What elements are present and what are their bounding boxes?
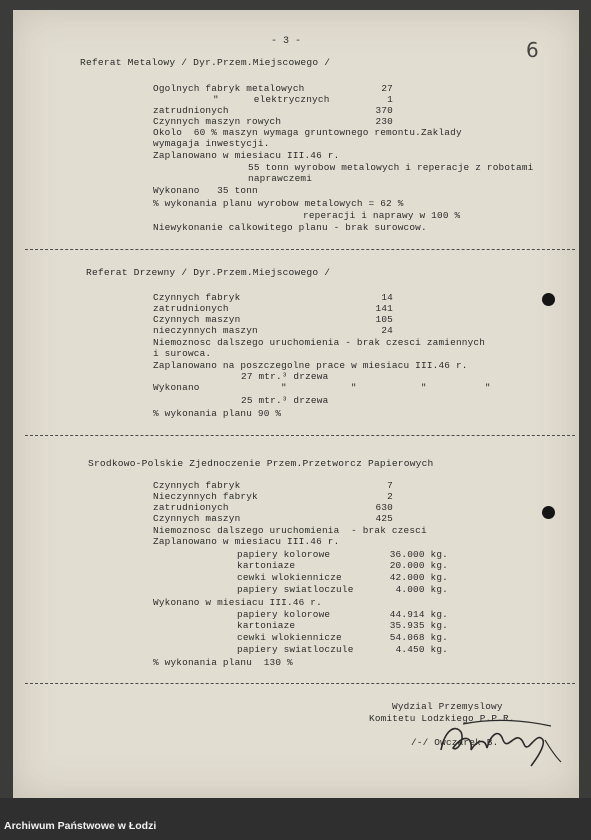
plan-item-value: 42.000 kg. xyxy=(389,572,448,583)
text-line: % wykonania planu wyrobow metalowych = 62 % xyxy=(153,198,404,209)
text-line: Niemoznosc dalszego uruchomienia - brak czesci xyxy=(153,525,427,536)
text-line: Niemoznosc dalszego uruchomienia - brak czesci zamiennych xyxy=(153,337,486,348)
row-value: 370 xyxy=(375,105,393,116)
row-label: Czynnych fabryk xyxy=(153,480,241,491)
archive-page-number: 6 xyxy=(526,38,539,62)
row-value: 425 xyxy=(375,513,393,524)
row-label: Ogolnych fabryk metalowych xyxy=(153,83,305,94)
text-line: Niewykonanie calkowitego planu - brak surowcow. xyxy=(153,222,427,233)
text-line: Okolo 60 % maszyn wymaga gruntownego remontu.Zaklady xyxy=(153,127,462,138)
section-title-drzewny: Referat Drzewny / Dyr.Przem.Miejscowego / xyxy=(86,267,331,278)
row-value: 7 xyxy=(387,480,393,491)
row-label: Czynnych maszyn rowych xyxy=(153,116,282,127)
archive-footer xyxy=(0,798,591,840)
section-divider xyxy=(25,683,575,684)
text-line: reperacji i naprawy w 100 % xyxy=(303,210,461,221)
wyk-item-label: papiery kolorowe xyxy=(237,609,331,620)
row-label: zatrudnionych xyxy=(153,303,229,314)
text-line: wymagaja inwestycji. xyxy=(153,138,270,149)
row-label: Nieczynnych fabryk xyxy=(153,491,258,502)
section-divider xyxy=(25,249,575,250)
text-line: % wykonania planu 90 % xyxy=(153,408,282,419)
text-line: 27 mtr.³ drzewa xyxy=(241,371,329,382)
wyk-item-value: 4.450 kg. xyxy=(395,644,448,655)
text-line: Zaplanowano w miesiacu III.46 r. xyxy=(153,536,340,547)
archive-name: Archiwum Państwowe w Łodzi xyxy=(4,820,157,832)
wyk-item-label: kartoniaze xyxy=(237,620,296,631)
row-value: 1 xyxy=(387,94,393,105)
signature-line: Komitetu Lodzkiego P.P.R. xyxy=(369,713,515,724)
row-value: 105 xyxy=(375,314,393,325)
plan-item-label: cewki wlokiennicze xyxy=(237,572,342,583)
section-title-papierowych: Srodkowo-Polskie Zjednoczenie Przem.Przetworcz Papierowych xyxy=(88,458,434,469)
text-line: Wykonano xyxy=(153,382,200,393)
text-line: naprawczemi xyxy=(248,173,313,184)
signature-line: /-/ Owczarek B. xyxy=(411,737,499,748)
plan-item-value: 36.000 kg. xyxy=(389,549,448,560)
section-title-metalowy: Referat Metalowy / Dyr.Przem.Miejscowego / xyxy=(80,57,331,68)
row-value: 27 xyxy=(381,83,393,94)
punch-hole xyxy=(542,293,555,306)
text-line: Wykonano 35 tonn xyxy=(153,185,258,196)
row-label: Czynnych maszyn xyxy=(153,314,241,325)
plan-item-value: 4.000 kg. xyxy=(395,584,448,595)
row-value: 2 xyxy=(387,491,393,502)
wyk-item-value: 44.914 kg. xyxy=(389,609,448,620)
row-value: 630 xyxy=(375,502,393,513)
page-number: - 3 - xyxy=(271,36,302,47)
plan-item-label: papiery kolorowe xyxy=(237,549,331,560)
wyk-item-value: 35.935 kg. xyxy=(389,620,448,631)
wyk-item-value: 54.068 kg. xyxy=(389,632,448,643)
punch-hole xyxy=(542,506,555,519)
wyk-item-label: cewki wlokiennicze xyxy=(237,632,342,643)
row-value: 141 xyxy=(375,303,393,314)
text-line: Zaplanowano na poszczegolne prace w miesiacu III.46 r. xyxy=(153,360,468,371)
document-page xyxy=(13,10,579,798)
row-value: 230 xyxy=(375,116,393,127)
row-value: 24 xyxy=(381,325,393,336)
text-line: 25 mtr.³ drzewa xyxy=(241,395,329,406)
row-label: zatrudnionych xyxy=(153,105,229,116)
handwritten-signature xyxy=(433,710,563,770)
row-label: nieczynnych maszyn xyxy=(153,325,258,336)
ditto-marks: " " " " xyxy=(281,382,491,393)
row-label: zatrudnionych xyxy=(153,502,229,513)
row-value: 14 xyxy=(381,292,393,303)
plan-item-value: 20.000 kg. xyxy=(389,560,448,571)
row-label: Czynnych fabryk xyxy=(153,292,241,303)
text-line: % wykonania planu 130 % xyxy=(153,657,293,668)
signature-line: Wydzial Przemyslowy xyxy=(392,701,503,712)
row-label: " elektrycznych xyxy=(213,94,330,105)
wyk-item-label: papiery swiatloczule xyxy=(237,644,354,655)
text-line: 55 tonn wyrobow metalowych i reperacje z robotami xyxy=(248,162,534,173)
plan-item-label: kartoniaze xyxy=(237,560,296,571)
text-line: Wykonano w miesiacu III.46 r. xyxy=(153,597,322,608)
section-divider xyxy=(25,435,575,436)
text-line: Zaplanowano w miesiacu III.46 r. xyxy=(153,150,340,161)
text-line: i surowca. xyxy=(153,348,212,359)
row-label: Czynnych maszyn xyxy=(153,513,241,524)
plan-item-label: papiery swiatloczule xyxy=(237,584,354,595)
